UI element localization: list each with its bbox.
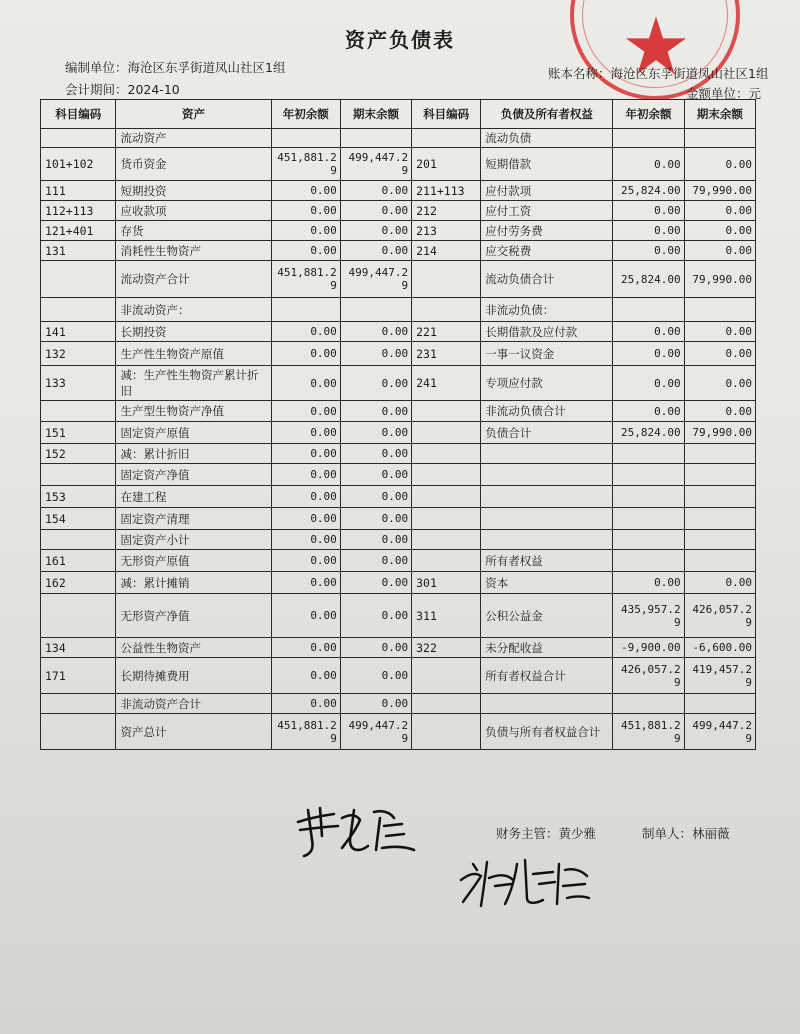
cell-code-liab bbox=[412, 422, 481, 444]
table-row bbox=[41, 714, 756, 750]
accounting-period: 会计期间：2024-10 bbox=[65, 82, 180, 97]
cell-asset: 资产总计 bbox=[116, 714, 271, 750]
cell-code-liab bbox=[412, 401, 481, 422]
cell-asset-end: 0.00 bbox=[340, 550, 411, 572]
cell-liab-begin: -9,900.00 bbox=[613, 638, 684, 658]
account-book-name: 账本名称：海沧区东孚街道凤山社区1组 bbox=[548, 66, 769, 81]
cell-liab-end: 0.00 bbox=[684, 366, 755, 401]
cell-liab-end bbox=[684, 550, 755, 572]
cell-liab-end: 0.00 bbox=[684, 572, 755, 594]
cell-liab-end: 0.00 bbox=[684, 342, 755, 366]
cell-liab-end bbox=[684, 530, 755, 550]
cell-liab-end: 499,447.29 bbox=[684, 714, 755, 750]
cell-asset-end: 499,447.29 bbox=[340, 261, 411, 298]
cell-liab-end bbox=[684, 486, 755, 508]
cell-code-asset: 134 bbox=[41, 638, 116, 658]
cell-asset-end: 0.00 bbox=[340, 486, 411, 508]
cell-asset: 固定资产清理 bbox=[116, 508, 271, 530]
cell-asset-begin bbox=[271, 298, 340, 322]
column-header-liab-end: 期末余额 bbox=[684, 100, 755, 129]
cell-code-asset bbox=[41, 714, 116, 750]
cell-asset: 非流动资产合计 bbox=[116, 694, 271, 714]
table-row bbox=[41, 486, 756, 508]
cell-liab-begin: 0.00 bbox=[613, 572, 684, 594]
cell-liab-begin: 0.00 bbox=[613, 322, 684, 342]
cell-liab-end: 0.00 bbox=[684, 148, 755, 181]
cell-code-asset: 132 bbox=[41, 342, 116, 366]
table-row bbox=[41, 129, 756, 148]
cell-asset-begin: 0.00 bbox=[271, 658, 340, 694]
cell-asset: 流动资产合计 bbox=[116, 261, 271, 298]
cell-liab-end bbox=[684, 694, 755, 714]
cell-asset-begin: 0.00 bbox=[271, 342, 340, 366]
cell-liab-end: 79,990.00 bbox=[684, 261, 755, 298]
table-row bbox=[41, 658, 756, 694]
cell-code-asset bbox=[41, 298, 116, 322]
cell-asset: 长期待摊费用 bbox=[116, 658, 271, 694]
table-row bbox=[41, 366, 756, 401]
cell-liab-begin bbox=[613, 530, 684, 550]
finance-supervisor: 财务主管：黄少雅 bbox=[496, 826, 597, 841]
cell-asset-begin: 0.00 bbox=[271, 638, 340, 658]
cell-liab-begin: 0.00 bbox=[613, 401, 684, 422]
cell-asset: 无形资产净值 bbox=[116, 594, 271, 638]
cell-liability: 应付款项 bbox=[481, 181, 613, 201]
cell-liab-begin: 25,824.00 bbox=[613, 422, 684, 444]
cell-asset-end: 0.00 bbox=[340, 444, 411, 464]
cell-code-liab: 241 bbox=[412, 366, 481, 401]
cell-asset: 在建工程 bbox=[116, 486, 271, 508]
cell-liab-begin bbox=[613, 550, 684, 572]
cell-asset-end: 0.00 bbox=[340, 322, 411, 342]
table-row bbox=[41, 530, 756, 550]
cell-liab-end: 79,990.00 bbox=[684, 422, 755, 444]
cell-asset-end bbox=[340, 298, 411, 322]
cell-asset-end: 0.00 bbox=[340, 530, 411, 550]
cell-asset-end: 0.00 bbox=[340, 572, 411, 594]
cell-asset: 生产性生物资产原值 bbox=[116, 342, 271, 366]
cell-liab-end: 0.00 bbox=[684, 322, 755, 342]
cell-code-asset: 101+102 bbox=[41, 148, 116, 181]
cell-liab-begin bbox=[613, 464, 684, 486]
cell-asset: 减：生产性生物资产累计折旧 bbox=[116, 366, 271, 401]
table-row bbox=[41, 422, 756, 444]
table-header-row bbox=[41, 100, 756, 129]
cell-asset-begin: 451,881.29 bbox=[271, 714, 340, 750]
cell-liability bbox=[481, 530, 613, 550]
cell-code-liab: 211+113 bbox=[412, 181, 481, 201]
table-row bbox=[41, 241, 756, 261]
cell-liab-begin: 0.00 bbox=[613, 366, 684, 401]
cell-asset: 固定资产原值 bbox=[116, 422, 271, 444]
cell-liab-begin: 25,824.00 bbox=[613, 261, 684, 298]
cell-asset-end: 499,447.29 bbox=[340, 148, 411, 181]
cell-asset-end: 0.00 bbox=[340, 342, 411, 366]
column-header-asset: 资产 bbox=[116, 100, 271, 129]
table-row bbox=[41, 464, 756, 486]
cell-liability bbox=[481, 486, 613, 508]
cell-asset: 非流动资产： bbox=[116, 298, 271, 322]
cell-asset-begin: 0.00 bbox=[271, 694, 340, 714]
cell-liability: 应付劳务费 bbox=[481, 221, 613, 241]
column-header-code-asset: 科目编码 bbox=[41, 100, 116, 129]
cell-liability bbox=[481, 508, 613, 530]
cell-asset: 固定资产净值 bbox=[116, 464, 271, 486]
cell-liability: 非流动负债合计 bbox=[481, 401, 613, 422]
cell-code-asset: 153 bbox=[41, 486, 116, 508]
cell-liab-end: 0.00 bbox=[684, 221, 755, 241]
cell-liab-begin: 451,881.29 bbox=[613, 714, 684, 750]
cell-liab-begin bbox=[613, 508, 684, 530]
table-row bbox=[41, 694, 756, 714]
column-header-liab-begin: 年初余额 bbox=[613, 100, 684, 129]
cell-asset: 存货 bbox=[116, 221, 271, 241]
cell-asset-begin: 0.00 bbox=[271, 181, 340, 201]
cell-asset-begin: 0.00 bbox=[271, 401, 340, 422]
table-row bbox=[41, 594, 756, 638]
cell-liab-begin bbox=[613, 129, 684, 148]
cell-asset-begin: 0.00 bbox=[271, 572, 340, 594]
table-row bbox=[41, 221, 756, 241]
cell-liab-end bbox=[684, 508, 755, 530]
cell-code-liab bbox=[412, 261, 481, 298]
cell-liability: 短期借款 bbox=[481, 148, 613, 181]
cell-liability: 长期借款及应付款 bbox=[481, 322, 613, 342]
cell-code-asset: 154 bbox=[41, 508, 116, 530]
cell-asset: 生产型生物资产净值 bbox=[116, 401, 271, 422]
cell-liability: 负债合计 bbox=[481, 422, 613, 444]
cell-liab-end: -6,600.00 bbox=[684, 638, 755, 658]
cell-liability: 公积公益金 bbox=[481, 594, 613, 638]
cell-liab-end: 0.00 bbox=[684, 241, 755, 261]
cell-asset: 流动资产 bbox=[116, 129, 271, 148]
cell-asset-end: 0.00 bbox=[340, 464, 411, 486]
cell-asset: 应收款项 bbox=[116, 201, 271, 221]
cell-code-liab: 322 bbox=[412, 638, 481, 658]
cell-code-liab: 212 bbox=[412, 201, 481, 221]
cell-code-asset bbox=[41, 530, 116, 550]
table-row bbox=[41, 342, 756, 366]
cell-code-liab bbox=[412, 464, 481, 486]
cell-liab-end: 419,457.29 bbox=[684, 658, 755, 694]
table-row bbox=[41, 148, 756, 181]
cell-code-asset bbox=[41, 401, 116, 422]
cell-liab-begin bbox=[613, 444, 684, 464]
cell-liability: 资本 bbox=[481, 572, 613, 594]
table-row bbox=[41, 444, 756, 464]
cell-liab-end: 426,057.29 bbox=[684, 594, 755, 638]
cell-code-liab bbox=[412, 694, 481, 714]
cell-liab-end bbox=[684, 464, 755, 486]
cell-liab-end: 79,990.00 bbox=[684, 181, 755, 201]
amount-unit: 金额单位：元 bbox=[686, 86, 762, 101]
page-title: 资产负债表 bbox=[345, 28, 455, 52]
cell-asset-end: 0.00 bbox=[340, 694, 411, 714]
table-row bbox=[41, 201, 756, 221]
cell-asset: 减：累计摊销 bbox=[116, 572, 271, 594]
handwritten-signature-2 bbox=[455, 850, 595, 910]
cell-liability: 应交税费 bbox=[481, 241, 613, 261]
cell-liab-end bbox=[684, 444, 755, 464]
cell-asset-begin: 0.00 bbox=[271, 221, 340, 241]
balance-sheet-table bbox=[40, 99, 756, 750]
cell-asset-begin: 0.00 bbox=[271, 322, 340, 342]
cell-liab-begin: 435,957.29 bbox=[613, 594, 684, 638]
cell-code-liab: 301 bbox=[412, 572, 481, 594]
cell-liab-begin bbox=[613, 694, 684, 714]
cell-liability: 专项应付款 bbox=[481, 366, 613, 401]
cell-asset: 短期投资 bbox=[116, 181, 271, 201]
cell-code-liab: 213 bbox=[412, 221, 481, 241]
cell-asset: 无形资产原值 bbox=[116, 550, 271, 572]
cell-code-asset bbox=[41, 129, 116, 148]
cell-code-liab bbox=[412, 550, 481, 572]
cell-code-liab bbox=[412, 486, 481, 508]
cell-code-asset: 171 bbox=[41, 658, 116, 694]
cell-asset-end: 0.00 bbox=[340, 221, 411, 241]
cell-liab-begin: 0.00 bbox=[613, 148, 684, 181]
table-row bbox=[41, 572, 756, 594]
cell-liability: 一事一议资金 bbox=[481, 342, 613, 366]
cell-liability bbox=[481, 464, 613, 486]
cell-liability: 应付工资 bbox=[481, 201, 613, 221]
cell-code-asset: 151 bbox=[41, 422, 116, 444]
cell-code-liab bbox=[412, 714, 481, 750]
cell-code-liab bbox=[412, 658, 481, 694]
cell-liability: 所有者权益合计 bbox=[481, 658, 613, 694]
table-row bbox=[41, 261, 756, 298]
table-row bbox=[41, 638, 756, 658]
cell-code-liab bbox=[412, 298, 481, 322]
cell-code-asset: 121+401 bbox=[41, 221, 116, 241]
compiling-unit: 编制单位：海沧区东孚街道凤山社区1组 bbox=[65, 60, 286, 75]
table-row bbox=[41, 181, 756, 201]
column-header-asset-begin: 年初余额 bbox=[271, 100, 340, 129]
cell-code-liab: 311 bbox=[412, 594, 481, 638]
cell-liab-begin: 0.00 bbox=[613, 201, 684, 221]
cell-asset-begin: 0.00 bbox=[271, 241, 340, 261]
cell-asset-begin: 451,881.29 bbox=[271, 148, 340, 181]
preparer: 制单人：林丽薇 bbox=[642, 826, 730, 841]
cell-asset-end: 0.00 bbox=[340, 658, 411, 694]
cell-liab-begin: 0.00 bbox=[613, 342, 684, 366]
cell-asset-end: 0.00 bbox=[340, 241, 411, 261]
cell-code-liab: 214 bbox=[412, 241, 481, 261]
cell-asset-begin: 0.00 bbox=[271, 486, 340, 508]
cell-liability: 流动负债 bbox=[481, 129, 613, 148]
cell-asset: 固定资产小计 bbox=[116, 530, 271, 550]
table-row bbox=[41, 298, 756, 322]
cell-liab-begin bbox=[613, 298, 684, 322]
cell-liab-end bbox=[684, 129, 755, 148]
cell-code-liab: 231 bbox=[412, 342, 481, 366]
table-row bbox=[41, 550, 756, 572]
cell-liability bbox=[481, 694, 613, 714]
cell-asset-begin: 0.00 bbox=[271, 594, 340, 638]
cell-liab-end bbox=[684, 298, 755, 322]
cell-code-liab: 201 bbox=[412, 148, 481, 181]
cell-asset-end: 0.00 bbox=[340, 401, 411, 422]
cell-asset-begin: 0.00 bbox=[271, 444, 340, 464]
cell-asset-begin: 0.00 bbox=[271, 550, 340, 572]
cell-asset-end: 0.00 bbox=[340, 181, 411, 201]
cell-liab-begin: 25,824.00 bbox=[613, 181, 684, 201]
cell-code-asset bbox=[41, 464, 116, 486]
cell-asset-begin: 0.00 bbox=[271, 530, 340, 550]
cell-code-asset: 131 bbox=[41, 241, 116, 261]
cell-code-liab bbox=[412, 444, 481, 464]
column-header-code-liab: 科目编码 bbox=[412, 100, 481, 129]
cell-code-asset: 162 bbox=[41, 572, 116, 594]
cell-asset-end: 0.00 bbox=[340, 508, 411, 530]
cell-liability: 负债与所有者权益合计 bbox=[481, 714, 613, 750]
cell-liab-begin: 426,057.29 bbox=[613, 658, 684, 694]
cell-asset: 公益性生物资产 bbox=[116, 638, 271, 658]
cell-asset: 消耗性生物资产 bbox=[116, 241, 271, 261]
signature-line bbox=[496, 824, 772, 842]
cell-liability: 流动负债合计 bbox=[481, 261, 613, 298]
column-header-asset-end: 期末余额 bbox=[340, 100, 411, 129]
cell-liab-end: 0.00 bbox=[684, 401, 755, 422]
cell-code-asset bbox=[41, 594, 116, 638]
cell-asset-begin: 0.00 bbox=[271, 366, 340, 401]
cell-liab-begin: 0.00 bbox=[613, 241, 684, 261]
column-header-liability: 负债及所有者权益 bbox=[481, 100, 613, 129]
cell-asset-begin: 0.00 bbox=[271, 464, 340, 486]
cell-code-asset bbox=[41, 694, 116, 714]
cell-code-liab bbox=[412, 129, 481, 148]
cell-liab-end: 0.00 bbox=[684, 201, 755, 221]
cell-asset-begin bbox=[271, 129, 340, 148]
cell-code-liab bbox=[412, 530, 481, 550]
cell-asset: 长期投资 bbox=[116, 322, 271, 342]
cell-liability: 非流动负债： bbox=[481, 298, 613, 322]
table-row bbox=[41, 508, 756, 530]
cell-code-liab: 221 bbox=[412, 322, 481, 342]
table-row bbox=[41, 401, 756, 422]
cell-code-asset: 133 bbox=[41, 366, 116, 401]
cell-asset: 减：累计折旧 bbox=[116, 444, 271, 464]
cell-asset-end: 499,447.29 bbox=[340, 714, 411, 750]
cell-asset-end: 0.00 bbox=[340, 366, 411, 401]
cell-asset-begin: 0.00 bbox=[271, 201, 340, 221]
cell-asset-begin: 451,881.29 bbox=[271, 261, 340, 298]
cell-asset-end: 0.00 bbox=[340, 638, 411, 658]
handwritten-signature-1 bbox=[290, 800, 420, 860]
table-row bbox=[41, 322, 756, 342]
cell-asset-end: 0.00 bbox=[340, 594, 411, 638]
cell-liab-begin: 0.00 bbox=[613, 221, 684, 241]
cell-code-asset: 112+113 bbox=[41, 201, 116, 221]
cell-code-asset: 141 bbox=[41, 322, 116, 342]
cell-code-asset bbox=[41, 261, 116, 298]
cell-asset-end: 0.00 bbox=[340, 422, 411, 444]
cell-code-asset: 161 bbox=[41, 550, 116, 572]
cell-asset-end: 0.00 bbox=[340, 201, 411, 221]
cell-asset-end bbox=[340, 129, 411, 148]
cell-liability bbox=[481, 444, 613, 464]
cell-liability: 未分配收益 bbox=[481, 638, 613, 658]
cell-liab-begin bbox=[613, 486, 684, 508]
cell-asset-begin: 0.00 bbox=[271, 508, 340, 530]
cell-liability: 所有者权益 bbox=[481, 550, 613, 572]
cell-asset-begin: 0.00 bbox=[271, 422, 340, 444]
cell-code-asset: 152 bbox=[41, 444, 116, 464]
cell-code-liab bbox=[412, 508, 481, 530]
cell-asset: 货币资金 bbox=[116, 148, 271, 181]
cell-code-asset: 111 bbox=[41, 181, 116, 201]
